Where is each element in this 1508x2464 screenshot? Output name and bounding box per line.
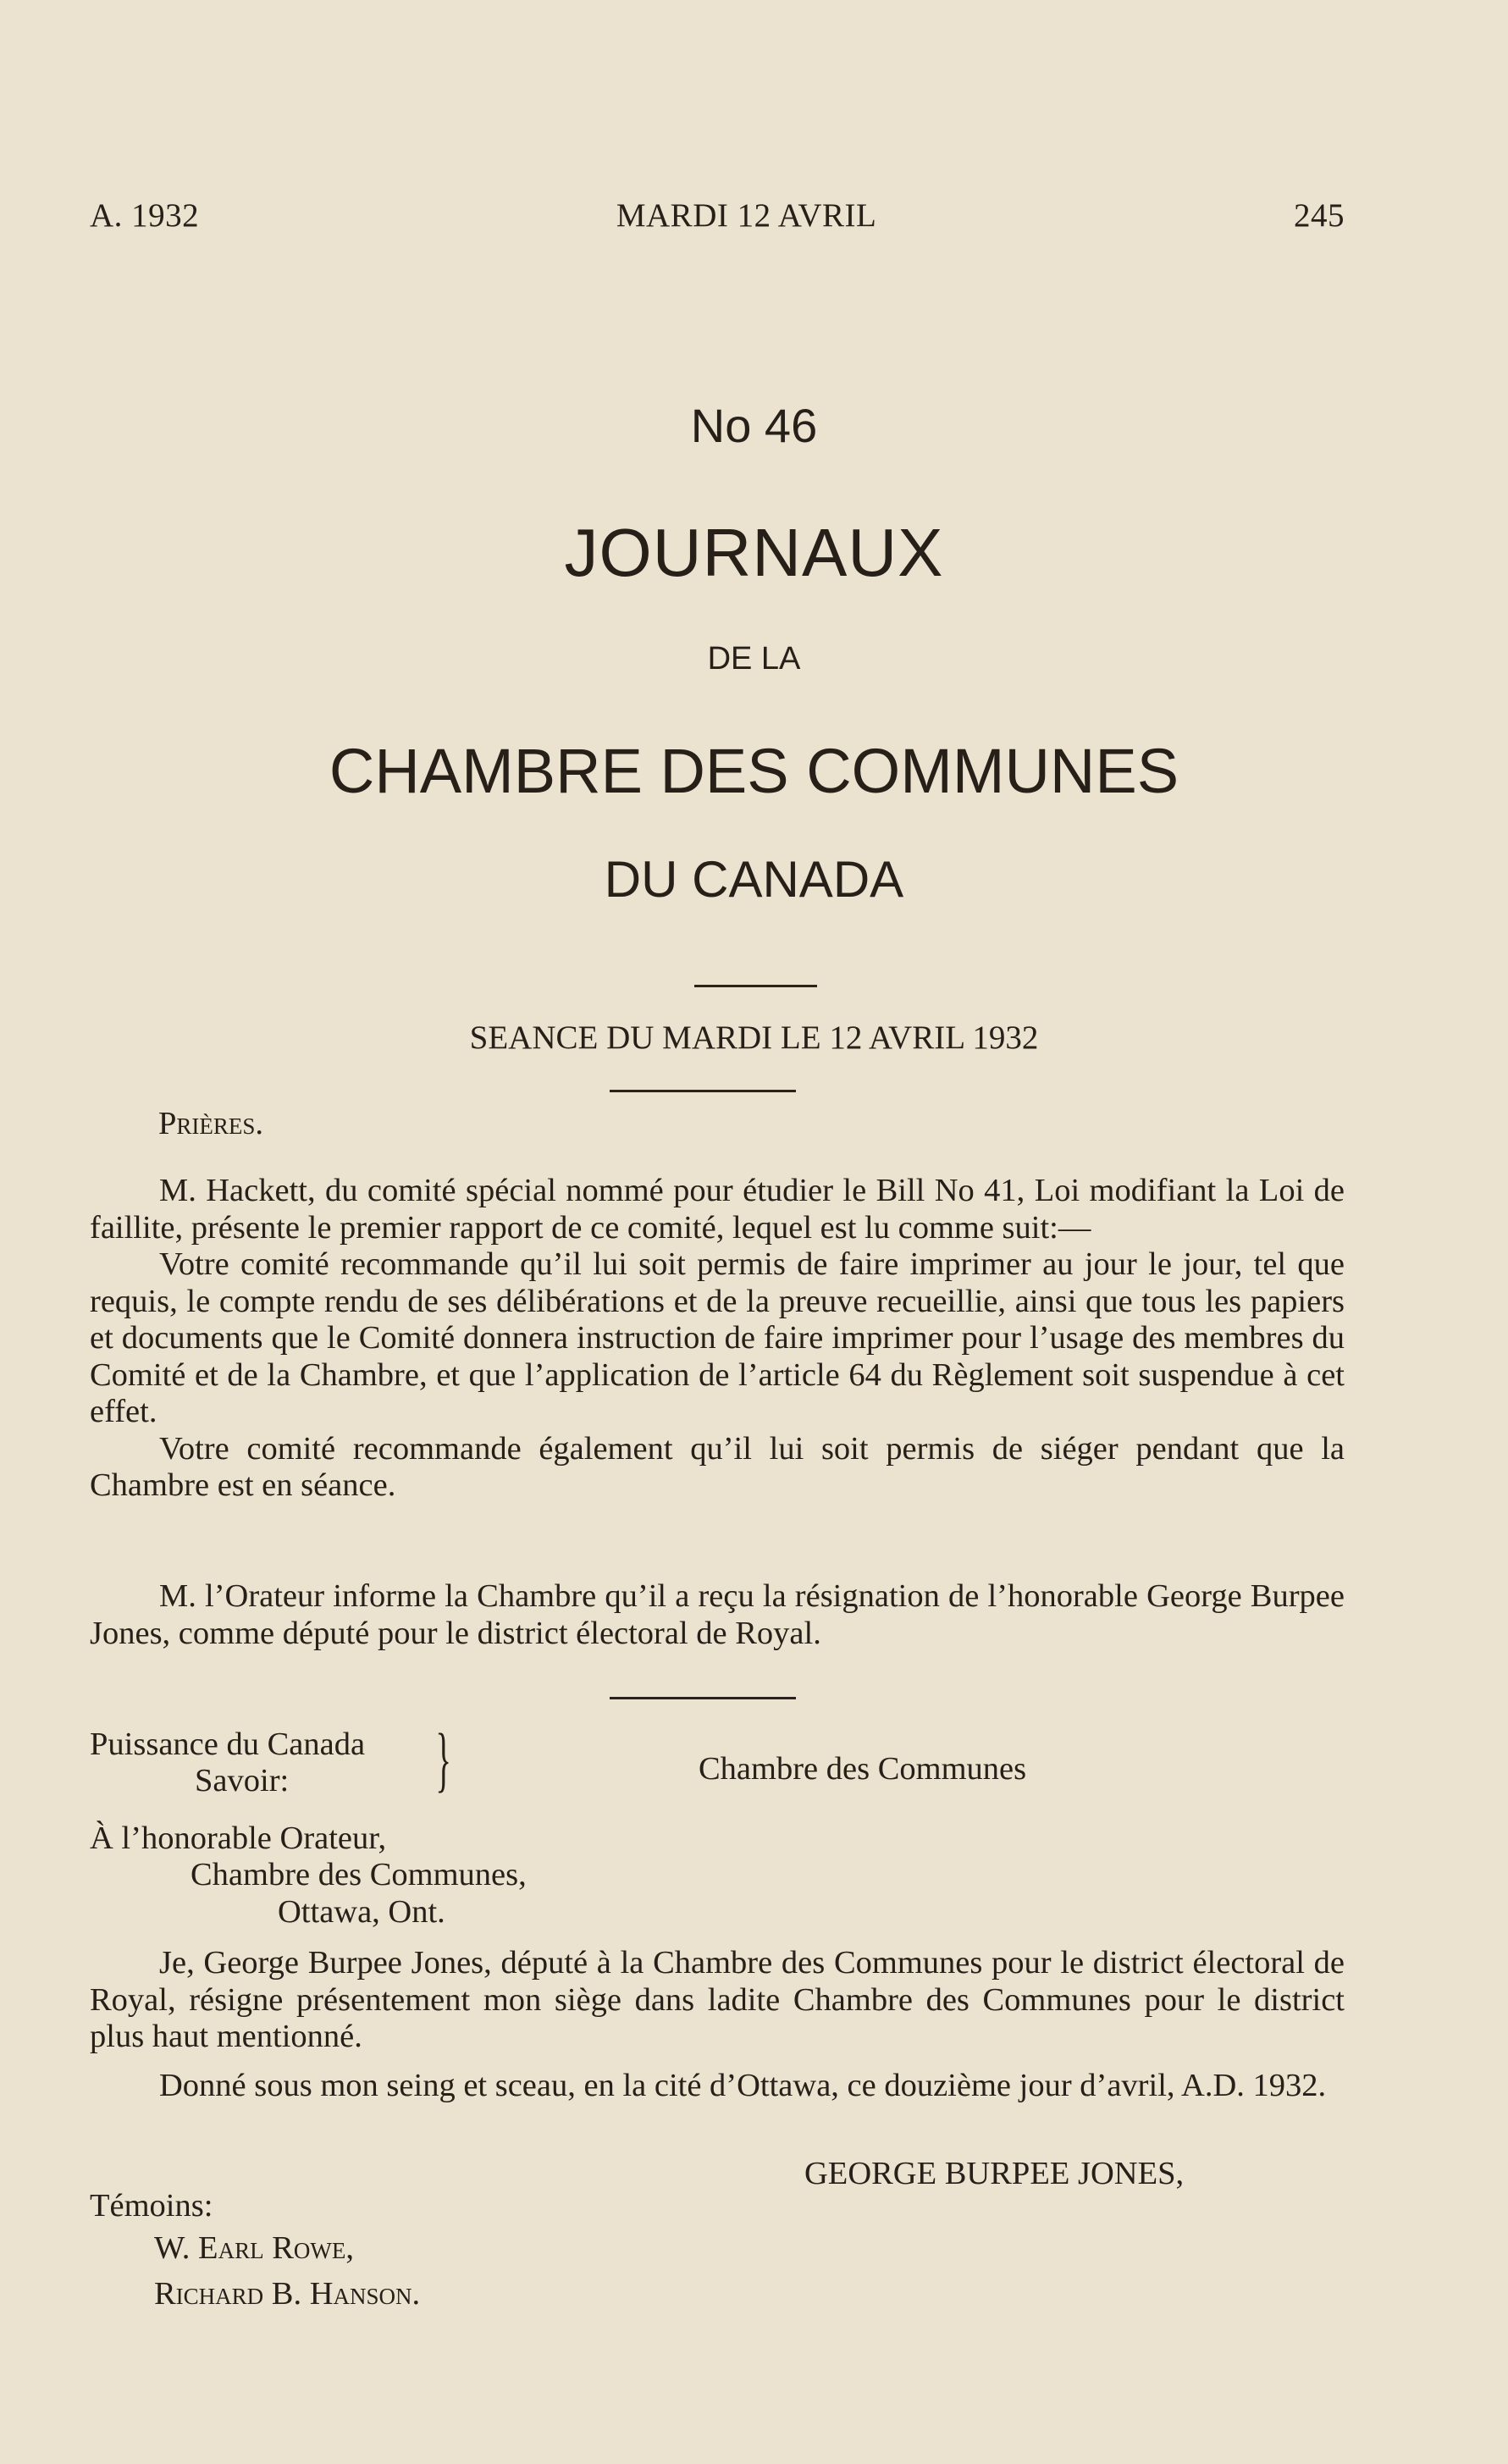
title-connector: DE LA <box>707 641 801 677</box>
resignation-notice: M. l’Orateur informe la Chambre qu’il a reçu la résignation de l’honorable George Burpee Jones, comme député pour le district électoral de Royal. <box>90 1578 1345 1651</box>
speaker-announcement <box>90 1578 1345 1652</box>
running-head-year: A. 1932 <box>90 197 200 234</box>
letter-dating: Donné sous mon seing et sceau, en la cité d’Ottawa, ce douzième jour d’avril, A.D. 1932. <box>159 2067 1327 2103</box>
running-head <box>90 196 1345 235</box>
jurisdiction-chamber: Chambre des Communes <box>699 1751 1027 1787</box>
jurisdiction-line-2: Savoir: <box>195 1763 290 1798</box>
signature: GEORGE BURPEE JONES, <box>804 2156 1185 2191</box>
chamber-title: CHAMBRE DES COMMUNES <box>329 736 1179 806</box>
prayers-heading: Prières. <box>158 1106 264 1141</box>
jurisdiction-line-1: Puissance du Canada <box>90 1726 366 1762</box>
report-recommendation-2: Votre comité recommande également qu’il lui soit permis de siéger pendant que la Chambre est en séance. <box>90 1430 1345 1503</box>
witness-1: W. Earl Rowe, <box>154 2230 354 2266</box>
address-line-2: Chambre des Communes, <box>191 1857 527 1892</box>
letter-divider <box>610 1697 796 1699</box>
journal-title: JOURNAUX <box>564 515 944 590</box>
report-recommendation-1: Votre comité recommande qu’il lui soit permis de faire imprimer au jour le jour, tel que requis, le compte rendu de ses délibérations et de la preuve recueillie, ainsi que tous les papiers et documents que le Comité donnera instruction de faire imprimer pour l’usage des membres du Comité et de la Chambre, et que l’application de l’article 64 du Règlement soit suspendue à cet effet. <box>90 1246 1345 1429</box>
witnesses-label: Témoins: <box>90 2188 213 2224</box>
committee-report <box>90 1173 1345 1505</box>
address-line-3: Ottawa, Ont. <box>278 1894 445 1930</box>
issue-number: No 46 <box>690 399 818 452</box>
sitting-heading: SEANCE DU MARDI LE 12 AVRIL 1932 <box>469 1019 1039 1056</box>
witness-2: Richard B. Hanson. <box>154 2276 421 2312</box>
running-head-date: MARDI 12 AVRIL <box>616 197 877 234</box>
letter-body: Je, George Burpee Jones, député à la Chambre des Communes pour le district électoral de Royal, résigne présentement mon siège dans ladite Chambre des Communes pour le district plus haut mentionné. <box>90 1945 1345 2054</box>
country-title: DU CANADA <box>604 851 904 908</box>
sitting-divider <box>610 1090 796 1092</box>
resignation-letter <box>90 1945 1345 2104</box>
report-intro: M. Hackett, du comité spécial nommé pour étudier le Bill No 41, Loi modifiant la Loi de faillite, présente le premier rapport de ce comité, lequel est lu comme suit:— <box>90 1173 1345 1246</box>
title-divider <box>694 985 817 987</box>
brace-glyph: } <box>435 1718 451 1799</box>
page-number: 245 <box>1294 197 1345 234</box>
address-line-1: À l’honorable Orateur, <box>90 1820 387 1856</box>
